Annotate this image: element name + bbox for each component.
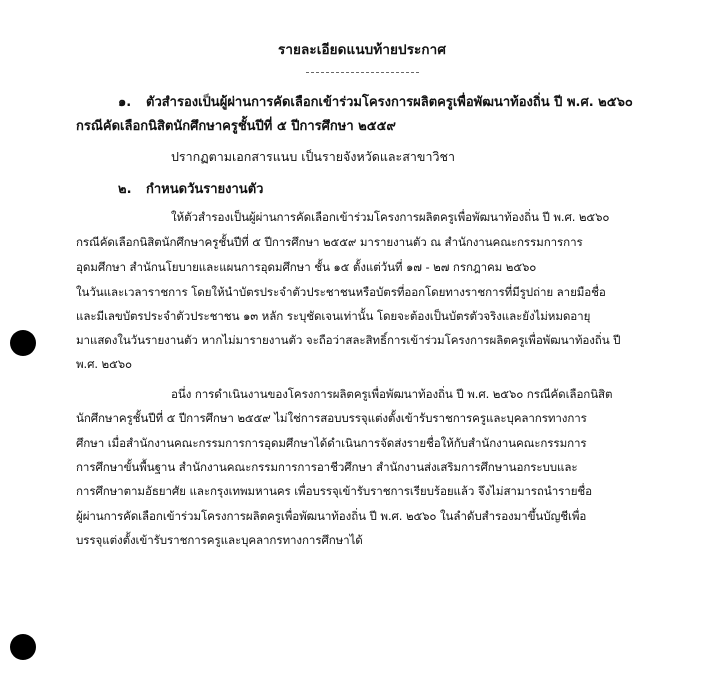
- paragraph-2-line: บรรจุแต่งตั้งเข้ารับราชการครูและบุคลากรทางการศึกษาได้: [76, 533, 363, 547]
- paragraph-1-line: และมีเลขบัตรประจำตัวประชาชน ๑๓ หลัก ระบุชัดเจนเท่านั้น โดยจะต้องเป็นบัตรตัวจริงและยังไม่หมดอายุ: [76, 309, 591, 323]
- paragraph-1-line: กรณีคัดเลือกนิสิตนักศึกษาครูชั้นปีที่ ๕ ปีการศึกษา ๒๕๕๙ มารายงานตัว ณ สำนักงานคณะกรรมการการ: [76, 235, 583, 249]
- document-title: รายละเอียดแนบท้ายประกาศ: [277, 42, 447, 58]
- section-2-number: ๒.: [118, 182, 132, 197]
- punch-hole-bottom: [10, 634, 36, 660]
- section-1-heading-line-2: กรณีคัดเลือกนิสิตนักศึกษาครูชั้นปีที่ ๕ ปีการศึกษา ๒๕๕๙: [76, 119, 396, 134]
- punch-hole-top: [10, 330, 36, 356]
- section-2-heading: กำหนดวันรายงานตัว: [146, 182, 264, 197]
- paragraph-2-line: ผู้ผ่านการคัดเลือกเข้าร่วมโครงการผลิตครูเพื่อพัฒนาท้องถิ่น ปี พ.ศ. ๒๕๖๐ ในลำดับสำรองมาขึ้นบัญชีเพื่อ: [76, 509, 587, 523]
- paragraph-2-line: อนึ่ง การดำเนินงานของโครงการผลิตครูเพื่อพัฒนาท้องถิ่น ปี พ.ศ. ๒๕๖๐ กรณีคัดเลือกนิสิต: [171, 387, 613, 401]
- paragraph-1-line: มาแสดงในวันรายงานตัว หากไม่มารายงานตัว จะถือว่าสละสิทธิ์การเข้าร่วมโครงการผลิตครูเพื่อพัฒนาท้องถิ่น ปี: [76, 333, 621, 347]
- section-1-number: ๑.: [118, 95, 132, 110]
- paragraph-2-line: การศึกษาตามอัธยาศัย และกรุงเทพมหานคร เพื่อบรรจุเข้ารับราชการเรียบร้อยแล้ว จึงไม่สามารถนำรายชื่อ: [76, 484, 593, 498]
- title-divider: [306, 72, 419, 73]
- paragraph-1-line: ในวันและเวลาราชการ โดยให้นำบัตรประจำตัวประชาชนหรือบัตรที่ออกโดยทางราชการที่มีรูปถ่าย ลายมือชื่อ: [76, 285, 606, 299]
- section-1-heading-line-1: ตัวสำรองเป็นผู้ผ่านการคัดเลือกเข้าร่วมโครงการผลิตครูเพื่อพัฒนาท้องถิ่น ปี พ.ศ. ๒๕๖๐: [146, 95, 633, 110]
- paragraph-1-line: อุดมศึกษา สำนักนโยบายและแผนการอุดมศึกษา ชั้น ๑๕ ตั้งแต่วันที่ ๑๗ - ๒๗ กรกฎาคม ๒๕๖๐: [76, 260, 537, 274]
- paragraph-2-line: การศึกษาขั้นพื้นฐาน สำนักงานคณะกรรมการการอาชีวศึกษา สำนักงานส่งเสริมการศึกษานอกระบบและ: [76, 460, 578, 474]
- paragraph-2-line: ศึกษา เมื่อสำนักงานคณะกรรมการการอุดมศึกษาได้ดำเนินการจัดส่งรายชื่อให้กับสำนักงานคณะกรรมการ: [76, 436, 587, 450]
- paragraph-1-line: ให้ตัวสำรองเป็นผู้ผ่านการคัดเลือกเข้าร่วมโครงการผลิตครูเพื่อพัฒนาท้องถิ่น ปี พ.ศ. ๒๕๖๐: [171, 210, 610, 224]
- paragraph-2-line: นักศึกษาครูชั้นปีที่ ๕ ปีการศึกษา ๒๕๕๙ ไม่ใช่การสอบบรรจุแต่งตั้งเข้ารับราชการครูและบุคลากรทางการ: [76, 411, 587, 425]
- section-1-note: ปรากฏตามเอกสารแนบ เป็นรายจังหวัดและสาขาวิชา: [171, 149, 456, 164]
- paragraph-1-line: พ.ศ. ๒๕๖๐: [76, 357, 133, 371]
